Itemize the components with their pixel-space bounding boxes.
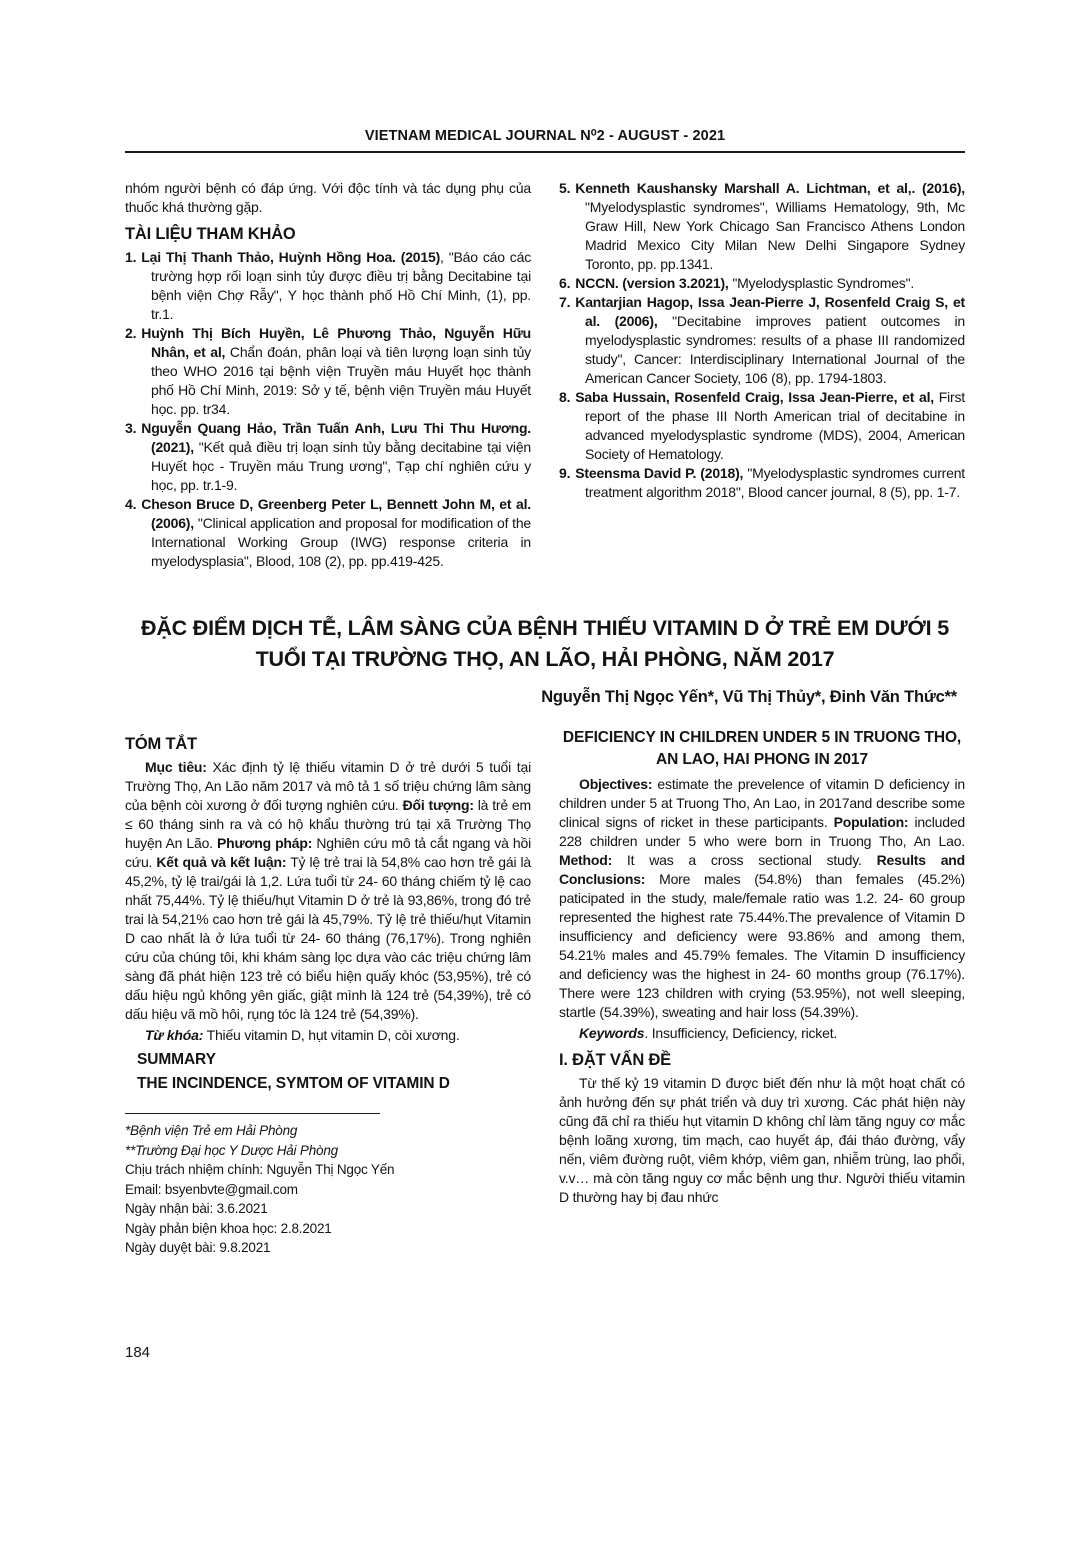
reference-number: 2. [125,325,137,341]
corresponding-author: Chịu trách nhiệm chính: Nguyễn Thị Ngọc Yến [125,1162,395,1177]
reference-text: "Myelodysplastic Syndromes". [728,275,915,291]
reference-text: , "Báo cáo các trường hợp rối loạn sinh tủy được điều trị bằng Decitabine tại bệnh viện Chợ Rẫy", Y học thành phố Hồ Chí Minh, (1), pp. tr.1. [151,249,531,322]
summary-title-right: DEFICIENCY IN CHILDREN UNDER 5 IN TRUONG THO, AN LAO, HAI PHONG IN 2017 [562,729,962,768]
journal-header [125,128,965,153]
right-column-references [559,179,965,571]
reference-authors: Cheson Bruce D, Greenberg Peter L, Bennett John M, et al. (2006), [141,496,531,531]
reference-authors: Kantarjian Hagop, Issa Jean-Pierre J, Rosenfeld Craig S, et al. (2006), [575,294,965,329]
reference-text: "Myelodysplastic syndromes", Williams Hematology, 9th, Mc Graw Hill, New York Chicago San Francisco Athens London Madrid Mexico City Milan New Delhi Singapore Sydney Toronto, pp. pp.1341. [585,199,965,272]
introduction-heading: I. ĐẶT VẤN ĐỀ [559,1051,671,1069]
abstract-section [125,727,965,1258]
right-column-abstract [559,727,965,1258]
reference-authors: Nguyễn Quang Hảo, Trần Tuấn Anh, Lưu Thi Thu Hương. (2021), [141,420,531,455]
closing-paragraph: nhóm người bệnh có đáp ứng. Với độc tính và tác dụng phụ của thuốc khá thường gặp. [125,180,531,215]
journal-title: VIETNAM MEDICAL JOURNAL N⁰2 - AUGUST - 2021 [364,128,726,144]
reference-number: 1. [125,249,137,265]
keywords-en: Keywords. Insufficiency, Deficiency, ricket. [579,1025,838,1041]
reference-number: 3. [125,420,137,436]
reference-item-9 [559,464,965,502]
reviewed-date: Ngày phản biện khoa học: 2.8.2021 [125,1220,332,1236]
keywords-vi: Từ khóa: Thiếu vitamin D, hụt vitamin D, còi xương. [145,1027,460,1043]
reference-item-7 [559,293,965,388]
reference-authors: Saba Hussain, Rosenfeld Craig, Issa Jean-Pierre, et al, [575,389,934,405]
reference-number: 4. [125,496,137,512]
reference-number: 5. [559,180,571,196]
reference-item-4 [125,495,531,571]
reference-item-6 [559,274,965,293]
reference-number: 7. [559,294,571,310]
reference-text: "Kết quả điều trị loạn sinh tủy bằng decitabine tại viện Huyết học - Truyền máu Trung ương", Tạp chí nghiên cứu y học, pp. tr.1-9. [151,439,531,493]
email-line: Email: bsyenbvte@gmail.com [125,1181,298,1197]
reference-item-3 [125,419,531,495]
reference-authors: Kenneth Kaushansky Marshall A. Lichtman, et al,. (2016), [575,180,965,196]
left-column-abstract [125,727,531,1258]
summary-heading: SUMMARY [137,1051,216,1068]
reference-text: "Decitabine improves patient outcomes in myelodysplastic syndromes: results of a phase III randomized study", Cancer: Interdisciplinary International Journal of the American Cancer Society, 106 (8), pp. 1794-1803. [585,313,965,386]
abstract-vi-heading: TÓM TẮT [125,735,197,753]
page-number: 184 [125,1344,151,1361]
affiliation-1: *Bệnh viện Trẻ em Hải Phòng [125,1123,298,1138]
reference-item-1 [125,248,531,324]
references-section [125,179,965,571]
reference-text: Chẩn đoán, phân loại và tiên lượng loạn sinh tủy theo WHO 2016 tại bệnh viện Truyền máu Huyết học thành phố Hồ Chí Minh, 2019: Sở y tế, bệnh viện Truyền máu Huyết học. pp. tr34. [151,344,531,417]
reference-text: First report of the phase III North American trial of decitabine in advanced myelodysplastic syndrome (MDS), 2004, American Society of Hematology. [585,389,965,462]
footnote-rule [125,1113,380,1114]
abstract-en-paragraph: Objectives: estimate the prevelence of vitamin D deficiency in children under 5 at Truong Tho, An Lao, in 2017and describe some clinical signs of ricket in these participants. Population: included 228 children under 5 who were born in Truong Tho, An Lao. Method: It was a cross sectional study. Results and Conclusions: More males (54.8%) than females (45.2%) paticipated in the study, male/female ratio was 1.2. 24- 60 group represented the highest rate 75.44%.The prevalence of Vitamin D insufficiency and deficiency were 93.86% and among them, 54.21% males and 45.79% females. The Vitamin D insufficiency and deficiency was the highest in 24- 60 months group (76.17%). There were 123 children with crying (53.95%), not well sleeping, startle (54.39%), sweating and hair loss (54.39%). [559,776,966,1020]
article-title: ĐẶC ĐIỂM DỊCH TỄ, LÂM SÀNG CỦA BỆNH THIẾU VITAMIN D Ở TRẺ EM DƯỚI 5 TUỔI TẠI TRƯỜNG THỌ, AN LÃO, HẢI PHÒNG, NĂM 2017 [141,616,949,671]
reference-authors: Huỳnh Thị Bích Huyền, Lê Phương Thảo, Nguyễn Hữu Nhân, et al, [141,325,531,360]
reference-item-8 [559,388,965,464]
footnote-block [125,1113,531,1258]
affiliation-2: **Trường Đại học Y Dược Hải Phòng [125,1142,338,1158]
article-authors: Nguyễn Thị Ngọc Yến*, Vũ Thị Thủy*, Đinh Văn Thức** [541,688,957,706]
reference-item-2 [125,324,531,419]
reference-item-5 [559,179,965,274]
reference-authors: NCCN. (version 3.2021), [575,275,729,291]
reference-number: 6. [559,275,571,291]
references-heading: TÀI LIỆU THAM KHẢO [125,225,296,243]
left-column-references [125,179,531,571]
introduction-paragraph: Từ thế kỷ 19 vitamin D được biết đến như là một hoạt chất có ảnh hưởng đến sự phát triển và duy trì xương. Các phát hiện này cũng đã chỉ ra thiếu hụt vitamin D không chỉ làm tăng nguy cơ mắc bệnh loãng xương, tim mạch, cao huyết áp, đái tháo đường, vẩy nến, viêm đường ruột, viêm khớp, viêm gan, nhiễm trùng, lao phổi, v.v… mà còn tăng nguy cơ mắc bệnh ung thư. Người thiếu vitamin D thường hay bị đau nhức [559,1075,965,1205]
abstract-vi-paragraph: Mục tiêu: Xác định tỷ lệ thiếu vitamin D ở trẻ dưới 5 tuổi tại Trường Thọ, An Lão năm 2017 và mô tả 1 số triệu chứng lâm sàng của bệnh còi xương ở đối tượng nghiên cứu. Đối tượng: là trẻ em ≤ 60 tháng sinh ra và có hộ khẩu thường trú tại xã Trường Thọ huyện An Lão. Phương pháp: Nghiên cứu mô tả cắt ngang và hồi cứu. Kết quả và kết luận: Tỷ lệ trẻ trai là 54,8% cao hơn trẻ gái là 45,2%, tỷ lệ trai/gái là 1,2. Lứa tuổi từ 24- 60 tháng chiếm tỷ lệ cao nhất 75,44%. Tỷ lệ thiếu/hụt Vitamin D ở trẻ là 93,86%, trong đó trẻ trai là 54,21% cao hơn trẻ gái là 45,79%. Tỷ lệ trẻ thiếu/hụt Vitamin D cao nhất là ở lứa tuổi từ 24- 60 tháng (76,17%). Trong nghiên cứu của chúng tôi, khi khám sàng lọc dựa vào các triệu chứng lâm sàng đã phát hiện 123 trẻ có biểu hiện quấy khóc (53,95%), trẻ có dấu hiệu ngủ không yên giấc, giật mình là 124 trẻ (54,39%), trẻ có dấu hiệu vã mồ hôi, rụng tóc là 124 trẻ (54,39%). [125,759,531,1022]
reference-text: "Myelodysplastic syndromes current treatment algorithm 2018", Blood cancer journal, 8 (5), pp. 1-7. [585,465,965,500]
summary-title-left: THE INCINDENCE, SYMTOM OF VITAMIN D [137,1075,450,1092]
reference-number: 9. [559,465,571,481]
reference-authors: Lại Thị Thanh Thảo, Huỳnh Hồng Hoa. (2015) [141,249,441,265]
reference-authors: Steensma David P. (2018), [575,465,744,481]
accepted-date: Ngày duyệt bài: 9.8.2021 [125,1240,271,1255]
reference-text: "Clinical application and proposal for modification of the International Working Group (IWG) response criteria in myelodysplasia", Blood, 108 (2), pp. pp.419-425. [151,515,531,569]
reference-number: 8. [559,389,571,405]
received-date: Ngày nhận bài: 3.6.2021 [125,1201,268,1216]
